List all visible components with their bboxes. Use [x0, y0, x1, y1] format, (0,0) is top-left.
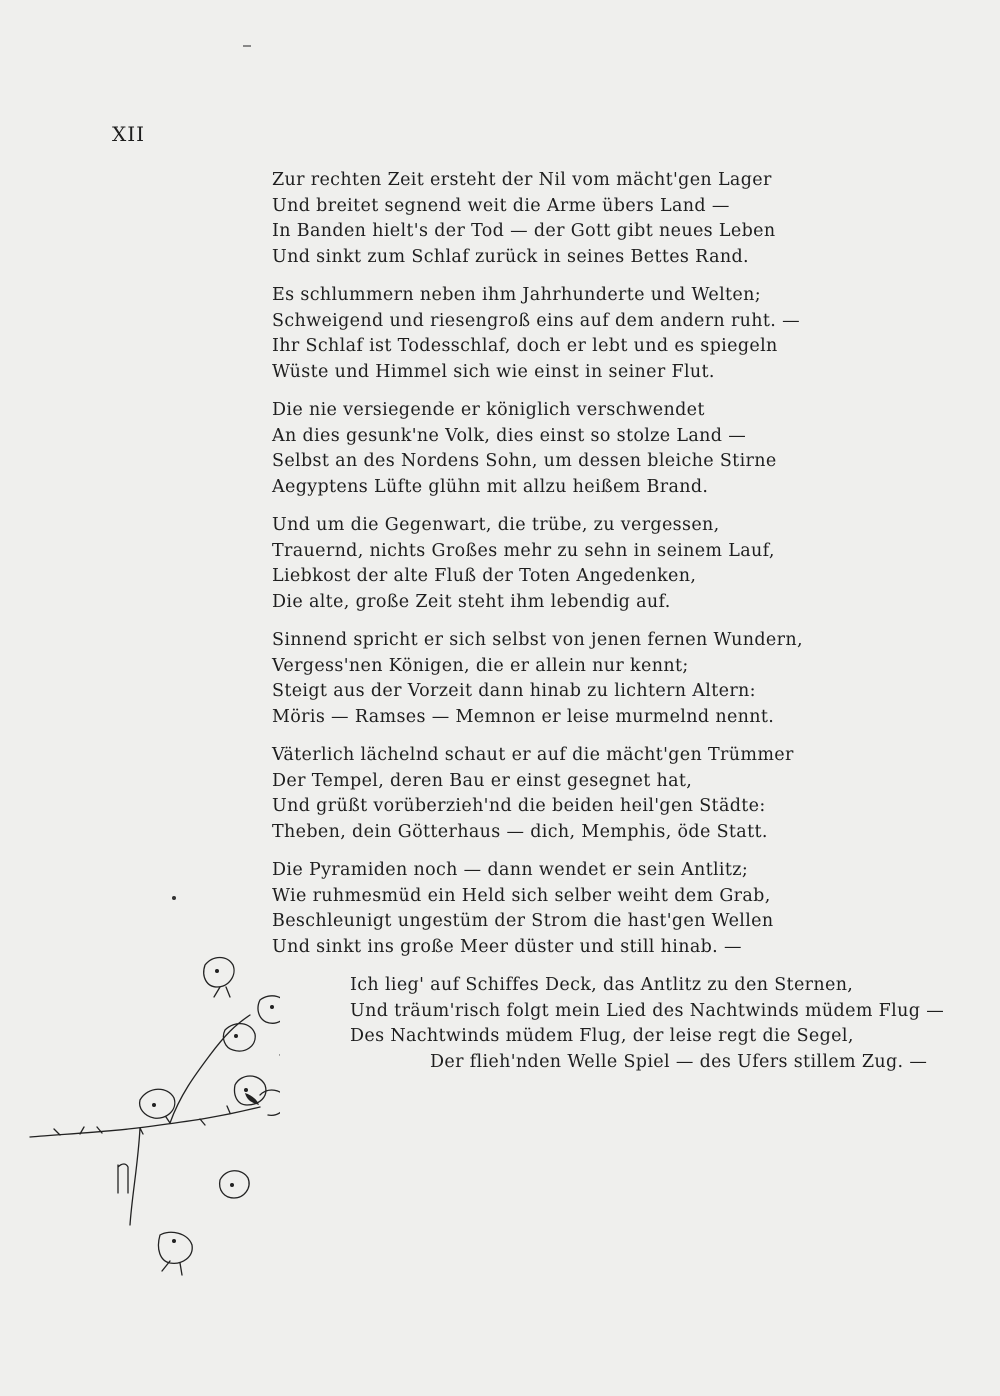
poem-line: Und breitet segnend weit die Arme übers Land — — [272, 195, 730, 216]
stanza — [272, 398, 892, 500]
poem-line: In Banden hielt's der Tod — der Gott gibt neues Leben — [272, 221, 776, 241]
poem-line: Sinnend spricht er sich selbst von jenen fernen Wundern, — [272, 630, 803, 650]
poem-line: Aegyptens Lüfte glühn mit allzu heißem Brand. — [272, 476, 709, 497]
poem — [272, 168, 945, 1088]
page-number: XII — [112, 122, 146, 146]
poem-line: Theben, dein Götterhaus — dich, Memphis, öde Statt. — [272, 821, 768, 842]
poem-line: Und grüßt vorüberzieh'nd die beiden heil'gen Städte: — [272, 796, 766, 816]
stanza — [272, 743, 892, 845]
poem-line: Des Nachtwinds müdem Flug, der leise regt die Segel, — [350, 1026, 854, 1046]
poem-line: Möris — Ramses — Memnon er leise murmelnd nennt. — [272, 706, 775, 727]
poem-line: Der flieh'nden Welle Spiel — des Ufers stillem Zug. — — [430, 1051, 928, 1072]
poem-line: Ihr Schlaf ist Todesschlaf, doch er lebt und es spiegeln — [272, 336, 778, 356]
poem-line: Es schlummern neben ihm Jahrhunderte und Welten; — [272, 285, 761, 305]
poem-line: Der Tempel, deren Bau er einst gesegnet hat, — [272, 770, 693, 791]
poem-line: Die alte, große Zeit steht ihm lebendig auf. — [272, 591, 671, 612]
final-stanza — [350, 973, 945, 1075]
poem-line: Die Pyramiden noch — dann wendet er sein Antlitz; — [272, 860, 749, 880]
poem-line: Steigt aus der Vorzeit dann hinab zu lichtern Altern: — [272, 681, 756, 701]
poem-line: Vergess'nen Königen, die er allein nur kennt; — [272, 655, 689, 676]
poem-line: Selbst an des Nordens Sohn, um dessen bleiche Stirne — [272, 451, 777, 471]
poem-line: Wüste und Himmel sich wie einst in seiner Flut. — [272, 361, 715, 382]
stanza — [272, 628, 892, 730]
poem-line: Und sinkt ins große Meer düster und still hinab. — — [272, 936, 742, 957]
paper-speck — [243, 45, 251, 47]
stanza — [272, 513, 892, 615]
poem-line: Und träum'risch folgt mein Lied des Nachtwinds müdem Flug — — [350, 1000, 945, 1021]
poem-line: Liebkost der alte Fluß der Toten Angedenken, — [272, 566, 697, 586]
poem-line: Ich lieg' auf Schiffes Deck, das Antlitz zu den Sternen, — [350, 975, 854, 995]
poem-line: Väterlich lächelnd schaut er auf die mächt'gen Trümmer — [272, 745, 794, 765]
poem-line: Die nie versiegende er königlich verschwendet — [272, 400, 705, 420]
poem-line: Und um die Gegenwart, die trübe, zu vergessen, — [272, 515, 720, 535]
poem-line: Beschleunigt ungestüm der Strom die hast'gen Wellen — [272, 911, 774, 931]
poem-line: Trauernd, nichts Großes mehr zu sehn in seinem Lauf, — [272, 540, 775, 561]
poem-line: Zur rechten Zeit ersteht der Nil vom mächt'gen Lager — [272, 170, 772, 190]
stanza — [272, 168, 892, 270]
birds-on-branch-icon — [20, 935, 280, 1295]
poem-line: An dies gesunk'ne Volk, dies einst so stolze Land — — [272, 425, 747, 446]
poem-line: Schweigend und riesengroß eins auf dem andern ruht. — — [272, 310, 800, 331]
ink-dot — [172, 896, 176, 900]
poem-line: Und sinkt zum Schlaf zurück in seines Bettes Rand. — [272, 246, 749, 267]
stanza — [272, 283, 892, 385]
stanza — [272, 858, 892, 960]
poem-line: Wie ruhmesmüd ein Held sich selber weiht dem Grab, — [272, 885, 771, 906]
